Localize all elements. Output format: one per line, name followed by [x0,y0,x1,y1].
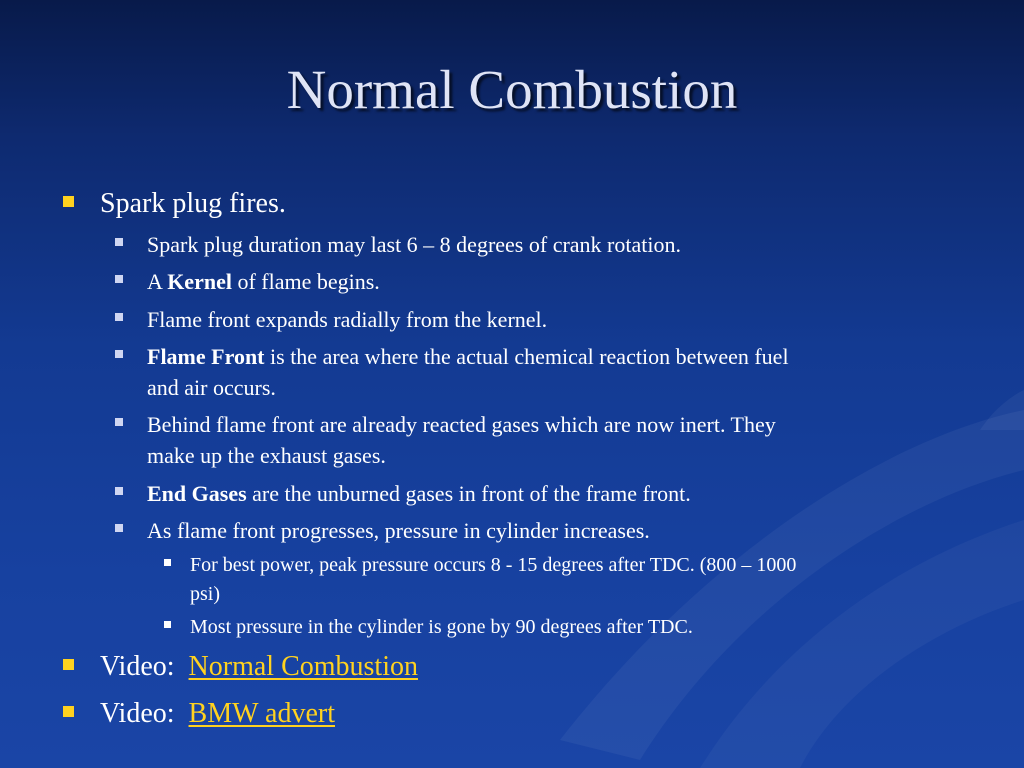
bullet-text: End Gases are the unburned gases in front of the frame front. [147,481,691,506]
bullet-text: Flame Front is the area where the actual chemical reaction between fuel and air occurs. [147,344,789,400]
bullet-text [100,697,335,731]
bullet-text: Most pressure in the cylinder is gone by 90 degrees after TDC. [190,616,693,638]
slide-title: Normal Combustion [286,59,738,120]
video-label: Video: [100,698,189,729]
bullet-square-icon [164,621,171,628]
normal-combustion-video-link[interactable]: Normal Combustion [188,651,418,682]
bullet-square-icon [63,659,74,670]
bullet-square-icon [115,313,123,321]
bullet-text [100,650,418,684]
bullet-text: Spark plug fires. [100,188,286,219]
bullet-square-icon [115,487,123,495]
bullet-square-icon [63,706,74,717]
bullet-square-icon [63,196,74,207]
bullet-text: Spark plug duration may last 6 – 8 degrees of crank rotation. [147,232,681,257]
bullet-square-icon [164,559,171,566]
bullet-square-icon [115,275,123,283]
bullet-square-icon [115,524,123,532]
kernel-term: Kernel [167,269,232,294]
bullet-square-icon [115,418,123,426]
bullet-text: As flame front progresses, pressure in cylinder increases. [147,518,650,543]
bullet-text: Behind flame front are already reacted gases which are now inert. They make up the exhaust gases. [147,412,776,468]
flame-front-term: Flame Front [147,344,265,369]
bullet-text: For best power, peak pressure occurs 8 - 15 degrees after TDC. (800 – 1000 psi) [190,554,797,605]
bullet-text: Flame front expands radially from the kernel. [147,307,548,332]
bullet-text: A Kernel of flame begins. [147,269,380,294]
bullet-square-icon [115,350,123,358]
video-label: Video: [100,651,189,682]
bmw-advert-video-link[interactable]: BMW advert [188,698,335,729]
end-gases-term: End Gases [147,481,247,506]
bullet-square-icon [115,238,123,246]
